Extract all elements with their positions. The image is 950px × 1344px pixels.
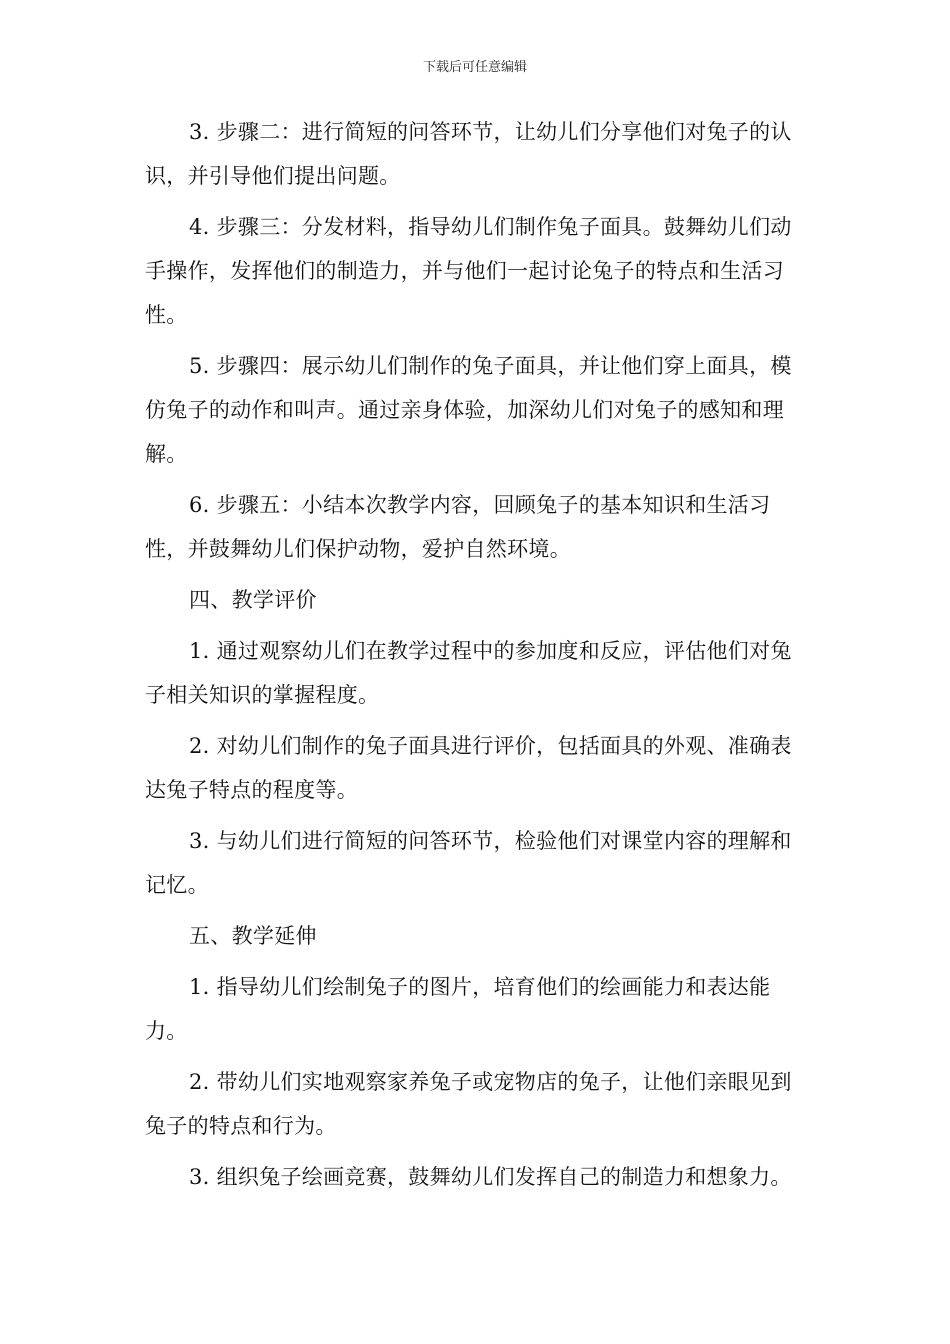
paragraph-evaluation-1: 1. 通过观察幼儿们在教学过程中的参加度和反应，评估他们对兔子相关知识的掌握程度。 [145,639,792,707]
document-body [145,110,807,1206]
paragraph-step-3: 4. 步骤三：分发材料，指导幼儿们制作兔子面具。鼓舞幼儿们动手操作，发挥他们的制造力，并与他们一起讨论兔子的特点和生活习性。 [145,215,792,327]
paragraph-step-2: 3. 步骤二：进行简短的问答环节，让幼儿们分享他们对兔子的认识，并引导他们提出问题。 [145,120,792,188]
paragraph-extension-1: 1. 指导幼儿们绘制兔子的图片，培育他们的绘画能力和表达能力。 [145,975,771,1043]
paragraph-step-5: 6. 步骤五：小结本次教学内容，回顾兔子的基本知识和生活习性，并鼓舞幼儿们保护动物，爱护自然环境。 [145,493,771,561]
page-header: 下载后可任意编辑 [422,60,527,75]
paragraph-evaluation-3: 3. 与幼儿们进行简短的问答环节，检验他们对课堂内容的理解和记忆。 [145,829,792,897]
paragraph-extension-2: 2. 带幼儿们实地观察家养兔子或宠物店的兔子，让他们亲眼见到兔子的特点和行为。 [145,1070,792,1138]
paragraph-step-4: 5. 步骤四：展示幼儿们制作的兔子面具，并让他们穿上面具，模仿兔子的动作和叫声。通过亲身体验，加深幼儿们对兔子的感知和理解。 [145,354,792,466]
section-heading-evaluation: 四、教学评价 [189,588,317,612]
paragraph-evaluation-2: 2. 对幼儿们制作的兔子面具进行评价，包括面具的外观、准确表达兔子特点的程度等。 [145,734,792,802]
section-heading-extension: 五、教学延伸 [189,924,317,948]
paragraph-extension-3: 3. 组织兔子绘画竞赛，鼓舞幼儿们发挥自己的制造力和想象力。 [189,1165,792,1189]
